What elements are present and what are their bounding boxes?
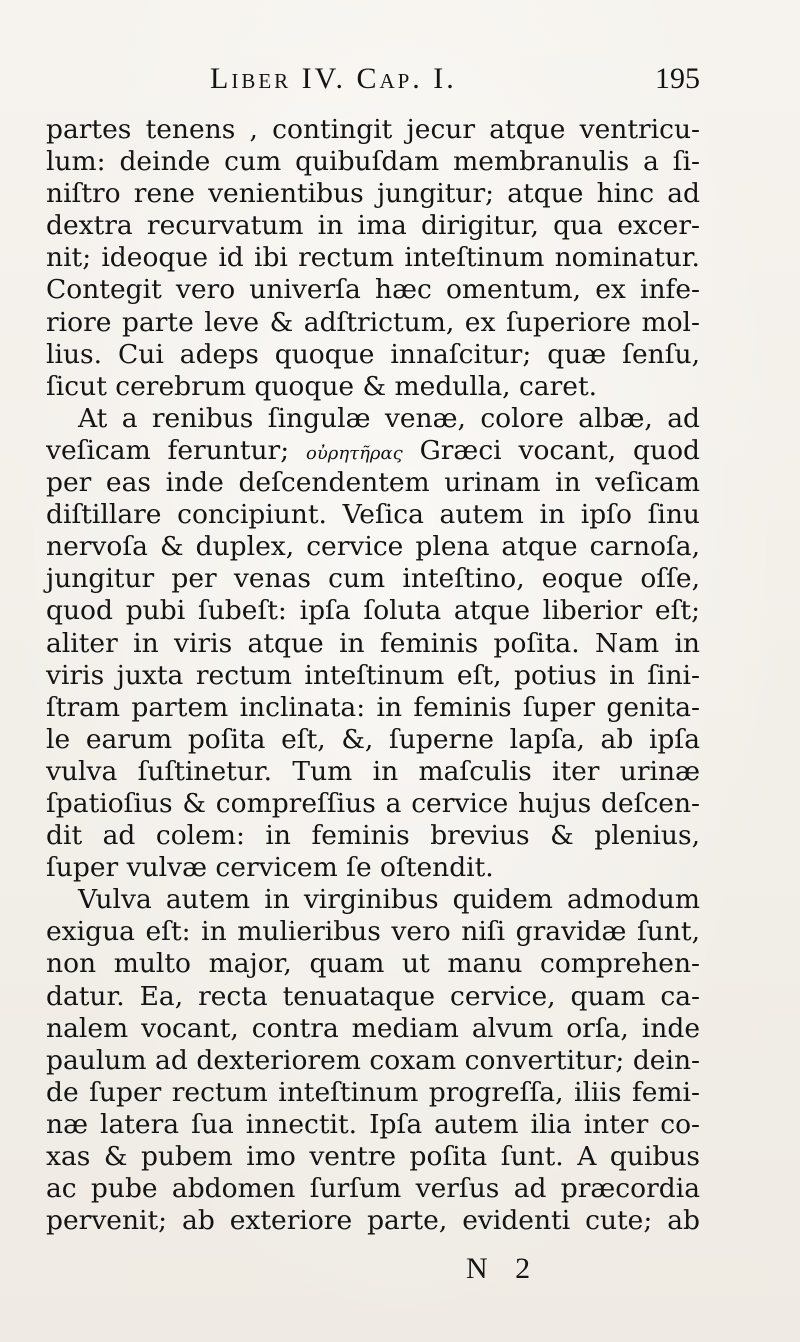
text-line: de ſuper rectum inteſtinum progreſſa, iliis femi-: [46, 1076, 700, 1108]
text-line: le earum poſita eſt, &, ſuperne lapſa, ab ipſa: [46, 723, 700, 755]
text-segment: veſicam feruntur;: [46, 434, 307, 466]
greek-term: οὐρητῆρας: [306, 442, 403, 464]
text-line: ſicut cerebrum quoque & medulla, caret.: [46, 370, 598, 402]
text-line: viris juxta rectum inteſtinum eſt, potius in ſini-: [46, 659, 700, 691]
text-line: ſuper vulvæ cervicem ſe oſtendit.: [46, 852, 494, 884]
text-line: riore parte leve & adſtrictum, ex ſuperiore mol-: [46, 306, 700, 338]
text-line: Contegit vero univerſa hæc omentum, ex infe-: [46, 274, 700, 306]
running-head: Liber IV. Cap. I.: [210, 62, 457, 95]
text-line: datur. Ea, recta tenuataque cervice, quam ca-: [46, 980, 700, 1012]
text-line: quod pubi ſubeſt: ipſa ſoluta atque liberior eſt;: [46, 595, 700, 627]
text-line: ac pube abdomen ſurſum verſus ad præcordia: [46, 1173, 700, 1205]
text-line: dextra recurvatum in ima dirigitur, qua excer-: [46, 210, 700, 242]
text-line: lius. Cui adeps quoque innaſcitur; quæ ſenſu,: [46, 338, 700, 370]
text-line: per eas inde deſcendentem urinam in veſicam: [46, 467, 700, 499]
text-line: nit; ideoque id ibi rectum inteſtinum nominatur.: [46, 242, 700, 274]
text-line: dit ad colem: in feminis brevius & plenius,: [46, 820, 700, 852]
text-line: partes tenens , contingit jecur atque ventricu-: [46, 114, 700, 145]
signature-mark: N 2: [466, 1252, 541, 1285]
text-line: aliter in viris atque in feminis poſita. Nam in: [46, 627, 700, 659]
text-line: ſpatioſius & compreſſius a cervice hujus deſcen-: [46, 787, 700, 819]
text-segment: Græci vocant, quod: [402, 434, 700, 466]
body-text: [46, 114, 700, 1237]
text-line: nalem vocant, contra mediam alvum orſa, inde: [46, 1012, 700, 1044]
text-line: lum: deinde cum quibuſdam membranulis a ſi-: [46, 146, 700, 178]
text-line: paulum ad dexteriorem coxam convertitur; dein-: [46, 1044, 700, 1076]
text-line: nervoſa & duplex, cervice plena atque carnoſa,: [46, 531, 700, 563]
text-line: [46, 435, 700, 467]
text-line: diſtillare concipiunt. Veſica autem in ipſo ſinu: [46, 499, 700, 531]
text-line: Vulva autem in virginibus quidem admodum: [78, 884, 700, 916]
text-line: jungitur per venas cum inteſtino, eoque oſſe,: [46, 563, 700, 595]
text-line: niſtro rene venientibus jungitur; atque hinc ad: [46, 178, 700, 210]
text-line: xas & pubem imo ventre poſita ſunt. A quibus: [46, 1141, 700, 1172]
text-line: ſtram partem inclinata: in feminis ſuper genita-: [46, 691, 700, 723]
text-line: At a renibus ſingulæ venæ, colore albæ, ad: [78, 402, 700, 434]
page-number: 195: [655, 62, 700, 95]
text-line: næ latera ſua innectit. Ipſa autem ilia inter co-: [46, 1108, 700, 1140]
text-line: vulva ſuſtinetur. Tum in maſculis iter urinæ: [46, 755, 700, 787]
text-line: pervenit; ab exteriore parte, evidenti cute; ab: [46, 1205, 700, 1237]
text-line: non multo major, quam ut manu comprehen-: [46, 948, 700, 980]
page-header: [210, 62, 700, 102]
text-line: exigua eſt: in mulieribus vero niſi gravidæ ſunt,: [46, 916, 700, 948]
